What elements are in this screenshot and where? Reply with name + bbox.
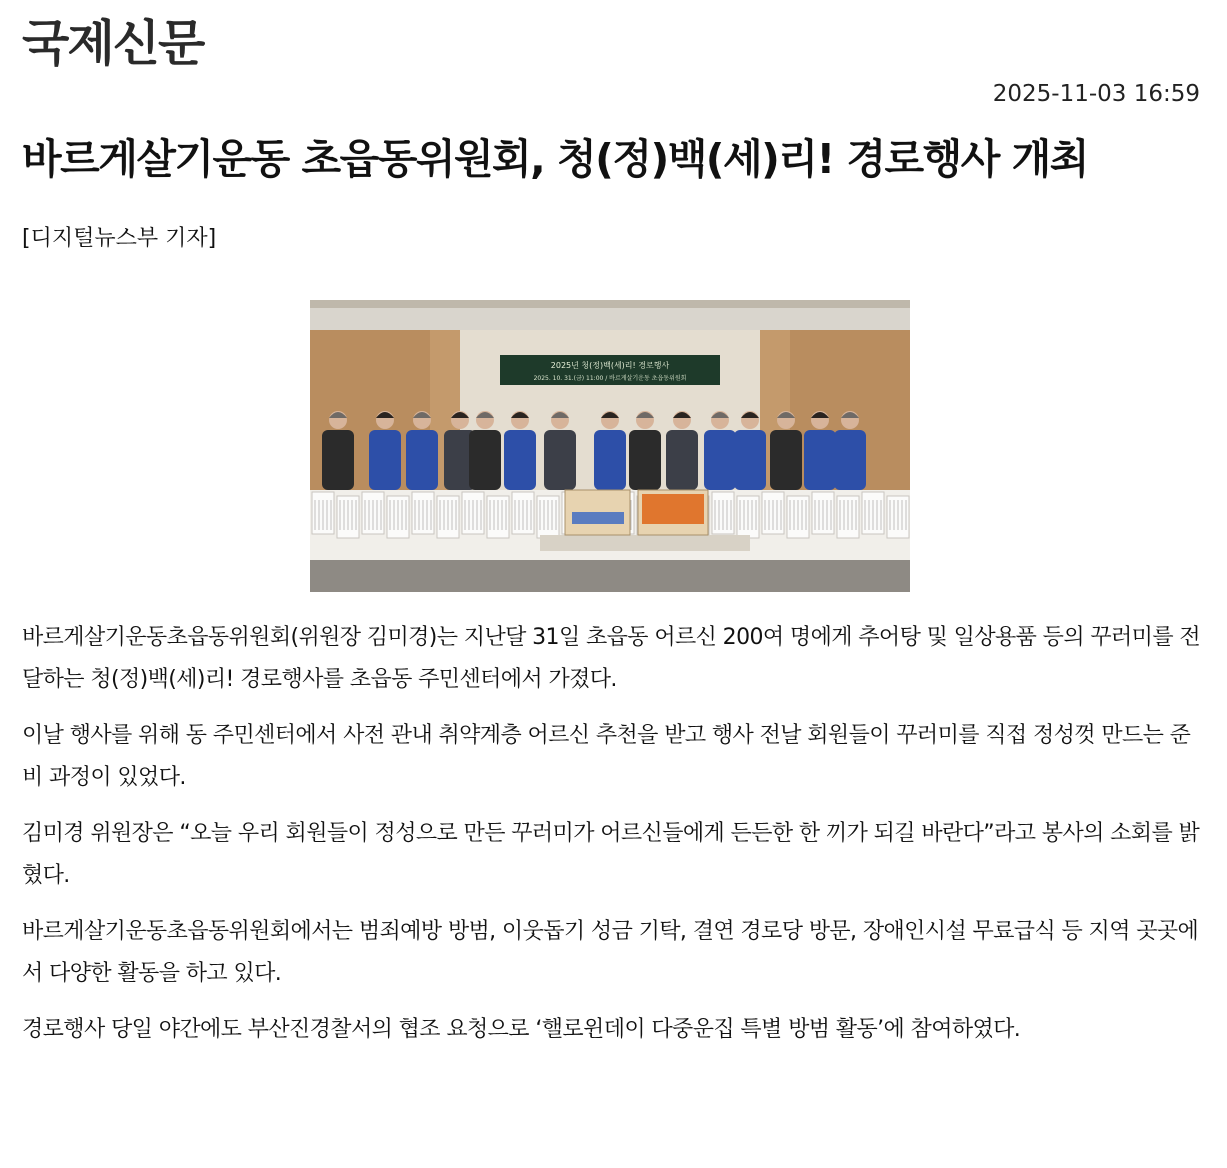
- article-paragraph: 김미경 위원장은 “오늘 우리 회원들이 정성으로 만든 꾸러미가 어르신들에게 든든한 한 끼가 되길 바란다”라고 봉사의 소회를 밝혔다.: [22, 821, 1200, 888]
- publish-datetime: 2025-11-03 16:59: [992, 81, 1200, 107]
- photo-banner-title: 2025년 청(정)백(세)리! 경로행사: [550, 361, 670, 370]
- article-headline: 바르게살기운동 초읍동위원회, 청(정)백(세)리! 경로행사 개최: [22, 135, 1088, 183]
- article-paragraph: 경로행사 당일 야간에도 부산진경찰서의 협조 요청으로 ‘핼로윈데이 다중운집 특별 방범 활동’에 참여하였다.: [22, 1017, 1021, 1042]
- article-photo: [310, 300, 910, 592]
- article-paragraph: 바르게살기운동초읍동위원회(위원장 김미경)는 지난달 31일 초읍동 어르신 200여 명에게 추어탕 및 일상용품 등의 꾸러미를 전달하는 청(정)백(세)리! 경로행사를 초읍동 주민센터에서 가졌다.: [22, 625, 1201, 692]
- article-paragraph: 이날 행사를 위해 동 주민센터에서 사전 관내 취약계층 어르신 추천을 받고 행사 전날 회원들이 꾸러미를 직접 정성껏 만드는 준비 과정이 있었다.: [22, 723, 1191, 790]
- article-paragraph: 바르게살기운동초읍동위원회에서는 범죄예방 방범, 이웃돕기 성금 기탁, 결연 경로당 방문, 장애인시설 무료급식 등 지역 곳곳에서 다양한 활동을 하고 있다.: [22, 919, 1199, 986]
- photo-banner-subtitle: 2025. 10. 31.(금) 11:00 / 바르게살기운동 초읍동위원회: [533, 375, 687, 382]
- article-body: [22, 617, 1204, 1065]
- article-byline: [디지털뉴스부 기자]: [22, 226, 217, 251]
- newspaper-logo[interactable]: 국제신문: [22, 15, 204, 72]
